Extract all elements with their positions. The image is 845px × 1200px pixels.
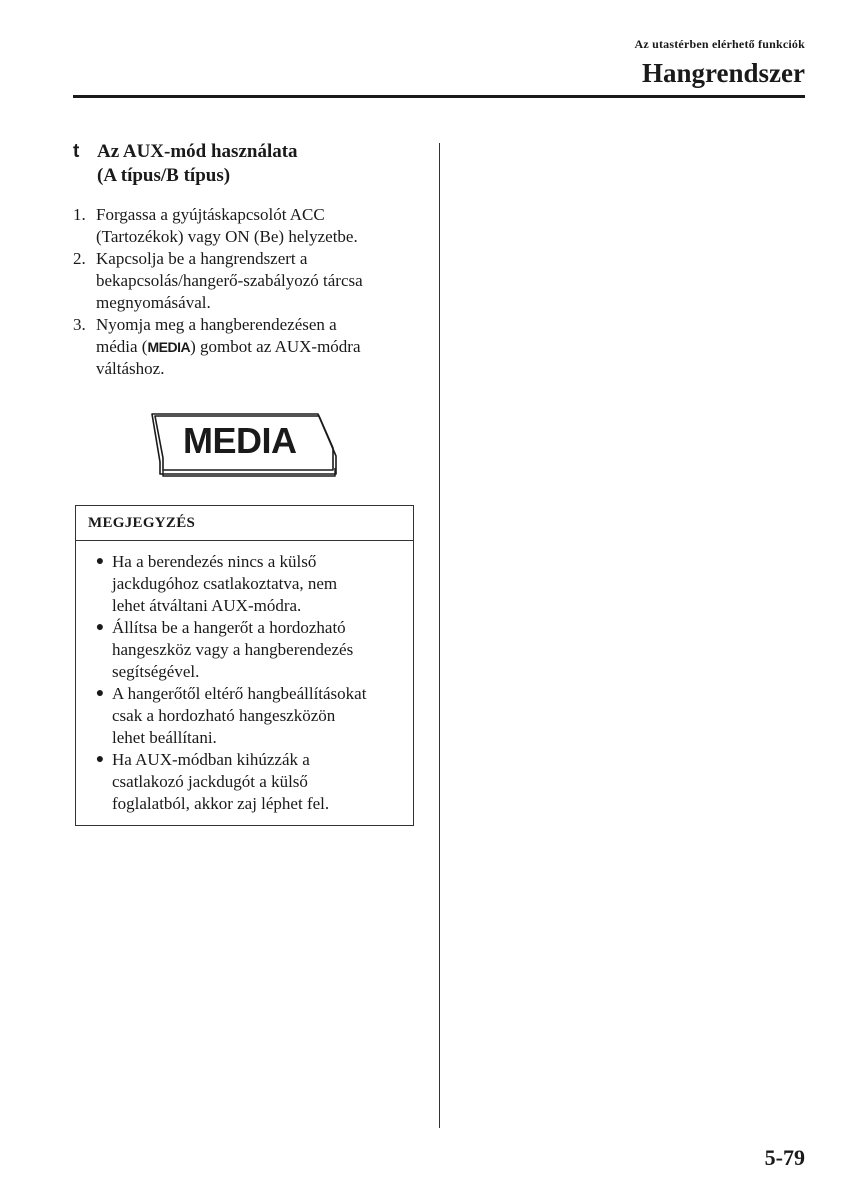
section-heading-text	[97, 140, 298, 188]
media-button-label: MEDIA	[183, 420, 297, 461]
note-item	[88, 683, 403, 749]
note-item	[88, 617, 403, 683]
note-line: lehet beállítani.	[112, 728, 217, 747]
step-line: Kapcsolja be a hangrendszert a	[96, 249, 308, 268]
step-line: váltáshoz.	[96, 359, 165, 378]
step-item	[73, 314, 418, 380]
note-item	[88, 551, 403, 617]
steps-list	[73, 204, 418, 380]
note-line: lehet átváltani AUX-módra.	[112, 596, 302, 615]
note-text	[112, 749, 403, 815]
column-divider	[439, 143, 440, 1128]
note-box	[75, 505, 414, 826]
note-line: csak a hordozható hangeszközön	[112, 706, 336, 725]
step-number: 2.	[73, 249, 86, 268]
step-text	[96, 248, 418, 314]
step-item	[73, 204, 418, 248]
note-text	[112, 683, 403, 749]
section-marker: t	[73, 141, 80, 162]
step-text	[96, 314, 418, 380]
section-heading-line: Az AUX-mód használata	[97, 141, 298, 162]
step-number: 1.	[73, 205, 86, 224]
section-heading-line: (A típus/B típus)	[97, 165, 231, 186]
note-text	[112, 551, 403, 617]
left-column	[73, 140, 418, 482]
bullet-icon: ●	[95, 752, 105, 767]
step-number: 3.	[73, 315, 86, 334]
step-line: megnyomásával.	[96, 293, 211, 312]
step-text	[96, 204, 418, 248]
section-heading	[73, 140, 418, 188]
note-line: foglalatból, akkor zaj léphet fel.	[112, 794, 330, 813]
note-line: segítségével.	[112, 662, 200, 681]
page-number: 5-79	[764, 1145, 805, 1170]
bullet-icon: ●	[95, 686, 105, 701]
step-line-part: média (	[96, 337, 148, 356]
note-line: Állítsa be a hangerőt a hordozható	[112, 618, 346, 637]
step-item	[73, 248, 418, 314]
note-line: Ha a berendezés nincs a külső	[112, 552, 317, 571]
step-line: bekapcsolás/hangerő-szabályozó tárcsa	[96, 271, 363, 290]
step-line: Forgassa a gyújtáskapcsolót ACC	[96, 205, 325, 224]
step-line	[96, 336, 418, 358]
note-line: A hangerőtől eltérő hangbeállításokat	[112, 684, 367, 703]
note-item	[88, 749, 403, 815]
note-line: jackdugóhoz csatlakoztatva, nem	[112, 574, 338, 593]
note-line: hangeszköz vagy a hangberendezés	[112, 640, 354, 659]
note-line: Ha AUX-módban kihúzzák a	[112, 750, 310, 769]
step-line: (Tartozékok) vagy ON (Be) helyzetbe.	[96, 227, 358, 246]
media-inline-icon: MEDIA	[147, 339, 191, 355]
note-line: csatlakozó jackdugót a külső	[112, 772, 308, 791]
step-line-part: ) gombot az AUX-módra	[190, 337, 361, 356]
page-title: Hangrendszer	[642, 58, 805, 88]
note-list	[76, 541, 413, 825]
header-rule	[73, 95, 805, 98]
bullet-icon: ●	[95, 620, 105, 635]
bullet-icon: ●	[95, 554, 105, 569]
step-line: Nyomja meg a hangberendezésen a	[96, 315, 337, 334]
media-button-illustration	[149, 410, 341, 482]
note-title: MEGJEGYZÉS	[76, 506, 413, 541]
header-section-label: Az utastérben elérhető funkciók	[634, 37, 805, 51]
note-text	[112, 617, 403, 683]
